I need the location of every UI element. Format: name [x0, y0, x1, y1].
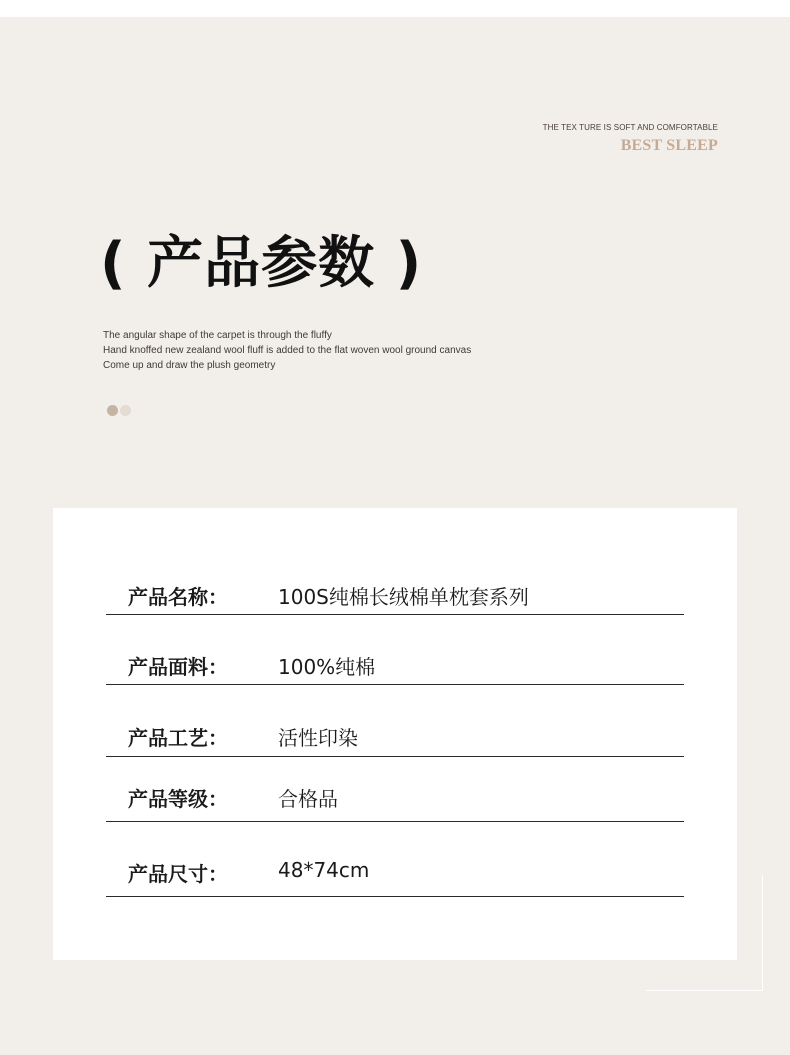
decorative-frame-line	[646, 990, 763, 991]
dot-light-icon	[120, 405, 131, 416]
page-title: ( 产品参数 )	[100, 231, 423, 296]
param-label: 产品工艺：	[128, 726, 228, 750]
param-row-name	[106, 576, 684, 615]
param-row-fabric	[106, 646, 684, 685]
param-value: 活性印染	[278, 726, 358, 750]
description	[103, 328, 471, 373]
param-label: 产品等级：	[128, 787, 228, 811]
decorative-frame-line	[762, 875, 763, 990]
description-line: Come up and draw the plush geometry	[103, 360, 276, 371]
param-value: 48*74cm	[278, 858, 370, 882]
brand-title: BEST SLEEP	[620, 137, 718, 154]
param-label: 产品面料：	[128, 655, 228, 679]
decorative-dots	[107, 405, 133, 424]
param-row-size	[106, 852, 684, 897]
param-row-grade	[106, 778, 684, 822]
param-value: 合格品	[278, 787, 338, 811]
tagline: THE TEX TURE IS SOFT AND COMFORTABLE	[542, 123, 718, 132]
dot-dark-icon	[107, 405, 118, 416]
param-label: 产品名称：	[128, 585, 228, 609]
param-value: 100S纯棉长绒棉单枕套系列	[278, 585, 529, 609]
description-line: Hand knoffed new zealand wool fluff is added to the flat woven wool ground canvas	[103, 345, 472, 356]
param-label: 产品尺寸：	[128, 862, 228, 886]
description-line: The angular shape of the carpet is through the fluffy	[103, 330, 332, 341]
param-row-craft	[106, 716, 684, 757]
param-value: 100%纯棉	[278, 655, 376, 679]
